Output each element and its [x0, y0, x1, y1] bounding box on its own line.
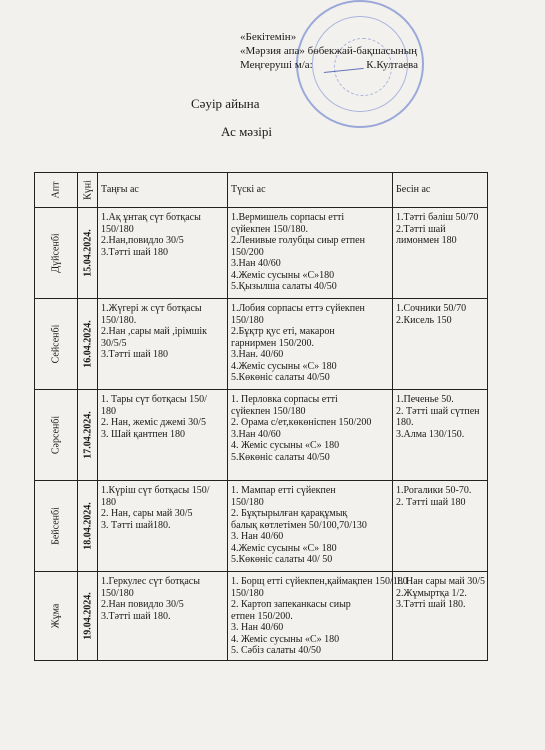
approval-line-2: «Мәрзия апа» бөбекжай-бақшасының — [240, 45, 418, 57]
breakfast-line: 150/180. — [101, 314, 137, 326]
snack-line: 3.Алма 130/150. — [396, 428, 465, 440]
snack-line: лимонмен 180 — [396, 235, 457, 246]
lunch-line: 3. Нан 40/60 — [231, 622, 284, 633]
table-row — [35, 572, 488, 661]
lunch-line: 5.Қызылша салаты 40/50 — [231, 281, 337, 292]
breakfast-line: 1.Жүгері ж сүт ботқасы — [101, 303, 202, 314]
lunch-cell — [228, 208, 393, 299]
lunch-line: 2. Картоп запеканкасы сиыр — [231, 599, 351, 610]
breakfast-line: 3.Тәтті шай 180 — [101, 246, 169, 258]
header-week: Апт — [35, 173, 78, 208]
day-cell — [35, 572, 78, 661]
day-name: Сәрсенбі — [50, 415, 62, 455]
header-date: Күні — [78, 173, 98, 208]
date-value: 18.04.2024. — [81, 502, 93, 550]
lunch-line: 2. Бұқтырылған қарақұмық — [231, 508, 348, 519]
approval-line-3 — [240, 58, 418, 72]
lunch-line: 4.Жеміс сусыны «С» 180 — [231, 542, 337, 554]
lunch-line: 4. Жеміс сусыны «С» 180 — [231, 440, 340, 451]
approval-signer: К.Култаева — [366, 59, 418, 71]
lunch-line: сүйекпен 150/180. — [231, 223, 309, 235]
snack-line: 1.Сочники 50/70 — [396, 303, 467, 314]
lunch-cell — [228, 481, 393, 572]
breakfast-line: 3.Тәтті шай 180. — [101, 610, 171, 622]
date-value: 19.04.2024. — [81, 592, 93, 640]
lunch-line: етпен 150/200. — [231, 610, 293, 622]
lunch-line: балық көтлетімен 50/100,70/130 — [231, 519, 367, 531]
date-cell — [78, 299, 98, 390]
table-row — [35, 299, 488, 390]
day-name: Жұма — [50, 603, 62, 629]
lunch-line: 1. Борщ етті сүйекпен,қаймақпен 150/180 — [231, 576, 408, 587]
lunch-cell — [228, 299, 393, 390]
day-name: Дүйсенбі — [50, 233, 62, 273]
table-row — [35, 390, 488, 481]
lunch-line: 4. Жеміс сусыны «С» 180 — [231, 633, 340, 645]
breakfast-line: 2. Нан, сары май 30/5 — [101, 508, 193, 519]
breakfast-line: 2.Нан,повидло 30/5 — [101, 235, 184, 246]
lunch-line: 2.Ленивые голубцы сиыр етпен — [231, 235, 365, 246]
lunch-line: 1. Мампар етті сүйекпен — [231, 485, 336, 496]
snack-line: 2. Тәтті шай 180 — [396, 496, 466, 508]
approval-block — [240, 30, 418, 72]
approval-position: Меңгеруші м/а: — [240, 59, 313, 71]
lunch-line: 4.Жеміс сусыны «С»180 — [231, 269, 335, 281]
breakfast-line: 1.Ақ ұнтақ сүт ботқасы — [101, 212, 201, 223]
lunch-line: 3.Нан. 40/60 — [231, 349, 284, 360]
breakfast-line: 3. Тәтті шай180. — [101, 519, 171, 531]
lunch-cell — [228, 390, 393, 481]
day-cell — [35, 208, 78, 299]
day-cell — [35, 481, 78, 572]
date-cell — [78, 390, 98, 481]
snack-line: 2.Жұмыртқа 1/2. — [396, 587, 467, 599]
breakfast-cell — [98, 572, 228, 661]
breakfast-line: 150/180 — [101, 223, 134, 235]
breakfast-cell — [98, 299, 228, 390]
breakfast-line: 2. Нан, жеміс джемі 30/5 — [101, 417, 206, 428]
lunch-line: 150/180 — [231, 587, 264, 599]
lunch-line: 5.Көкөніс салаты 40/ 50 — [231, 554, 333, 565]
lunch-line: 1.Вермишель сорпасы етті — [231, 212, 345, 223]
breakfast-cell — [98, 208, 228, 299]
lunch-line: 5.Көкөніс салаты 40/50 — [231, 451, 330, 463]
snack-line: 1.Печенье 50. — [396, 394, 454, 405]
breakfast-line: 3. Шай қантпен 180 — [101, 428, 186, 440]
table-row — [35, 481, 488, 572]
breakfast-line: 2.Нан повидло 30/5 — [101, 599, 184, 610]
date-cell — [78, 481, 98, 572]
lunch-line: 4.Жеміс сусыны «С» 180 — [231, 360, 337, 372]
snack-line: 2.Кисель 150 — [396, 314, 452, 326]
snack-cell — [393, 299, 488, 390]
date-value: 17.04.2024. — [81, 411, 93, 459]
header-lunch: Түскі ас — [228, 173, 393, 208]
header-breakfast: Таңғы ас — [98, 173, 228, 208]
date-cell — [78, 208, 98, 299]
day-name: Бейсенбі — [50, 507, 62, 545]
breakfast-line: 180 — [101, 405, 116, 417]
snack-cell — [393, 390, 488, 481]
lunch-line: 3.Нан 40/60 — [231, 428, 281, 440]
snack-cell — [393, 208, 488, 299]
lunch-line: 2.Бұқтр қус еті, макарон — [231, 326, 335, 337]
breakfast-line: 150/180 — [101, 587, 134, 599]
menu-table — [34, 172, 488, 661]
breakfast-line: 3.Тәтті шай 180 — [101, 349, 169, 360]
snack-line: 2. Тәтті шай сүтпен — [396, 405, 480, 417]
approval-line-1: «Бекітемін» — [240, 31, 297, 43]
lunch-line: 5. Сәбіз салаты 40/50 — [231, 645, 322, 656]
snack-line: 1. Нан сары май 30/5 — [396, 576, 486, 587]
lunch-line: 1.Лобия сорпасы еттэ сүйекпен — [231, 303, 365, 314]
table-row — [35, 208, 488, 299]
snack-line: 1.Рогалики 50-70. — [396, 485, 472, 496]
snack-cell — [393, 481, 488, 572]
breakfast-line: 1. Тары сүт ботқасы 150/ — [101, 394, 207, 405]
day-cell — [35, 390, 78, 481]
lunch-line: сүйекпен 150/180 — [231, 405, 306, 417]
lunch-line: 5.Көкөніс салаты 40/50 — [231, 372, 330, 383]
header-snack: Бесін ас — [393, 173, 488, 208]
snack-cell — [393, 572, 488, 661]
snack-line: 180. — [396, 417, 414, 428]
lunch-line: 3. Нан 40/60 — [231, 531, 284, 542]
snack-line: 3.Тәтті шай 180. — [396, 599, 466, 610]
breakfast-line: 1.Күріш сүт ботқасы 150/ — [101, 485, 210, 496]
date-value: 16.04.2024. — [81, 320, 93, 368]
month-heading: Сәуір айына — [191, 96, 260, 111]
menu-title: Ас мәзірі — [221, 124, 272, 139]
lunch-line: 1. Перловка сорпасы етті — [231, 394, 338, 405]
day-cell — [35, 299, 78, 390]
lunch-line: 3.Нан 40/60 — [231, 258, 281, 269]
snack-line: 1.Тәтті бәліш 50/70 — [396, 212, 479, 223]
breakfast-line: 30/5/5 — [101, 337, 127, 349]
date-cell — [78, 572, 98, 661]
breakfast-cell — [98, 390, 228, 481]
breakfast-line: 180 — [101, 496, 116, 508]
lunch-line: 150/180 — [231, 496, 264, 508]
lunch-cell — [228, 572, 408, 661]
lunch-line: 2. Орама с/ет,көкөніспен 150/200 — [231, 417, 372, 428]
day-name: Сейсенбі — [50, 324, 62, 364]
lunch-line: гарнирмен 150/200. — [231, 337, 314, 349]
breakfast-line: 1.Геркулес сүт ботқасы — [101, 576, 200, 587]
breakfast-line: 2.Нан ,сары май ,ірімшік — [101, 326, 208, 337]
lunch-line: 150/180 — [231, 314, 264, 326]
breakfast-cell — [98, 481, 228, 572]
lunch-line: 150/200 — [231, 246, 264, 258]
menu-header-row — [35, 173, 488, 208]
snack-line: 2.Тәтті шай — [396, 223, 446, 235]
date-value: 15.04.2024. — [81, 229, 93, 277]
